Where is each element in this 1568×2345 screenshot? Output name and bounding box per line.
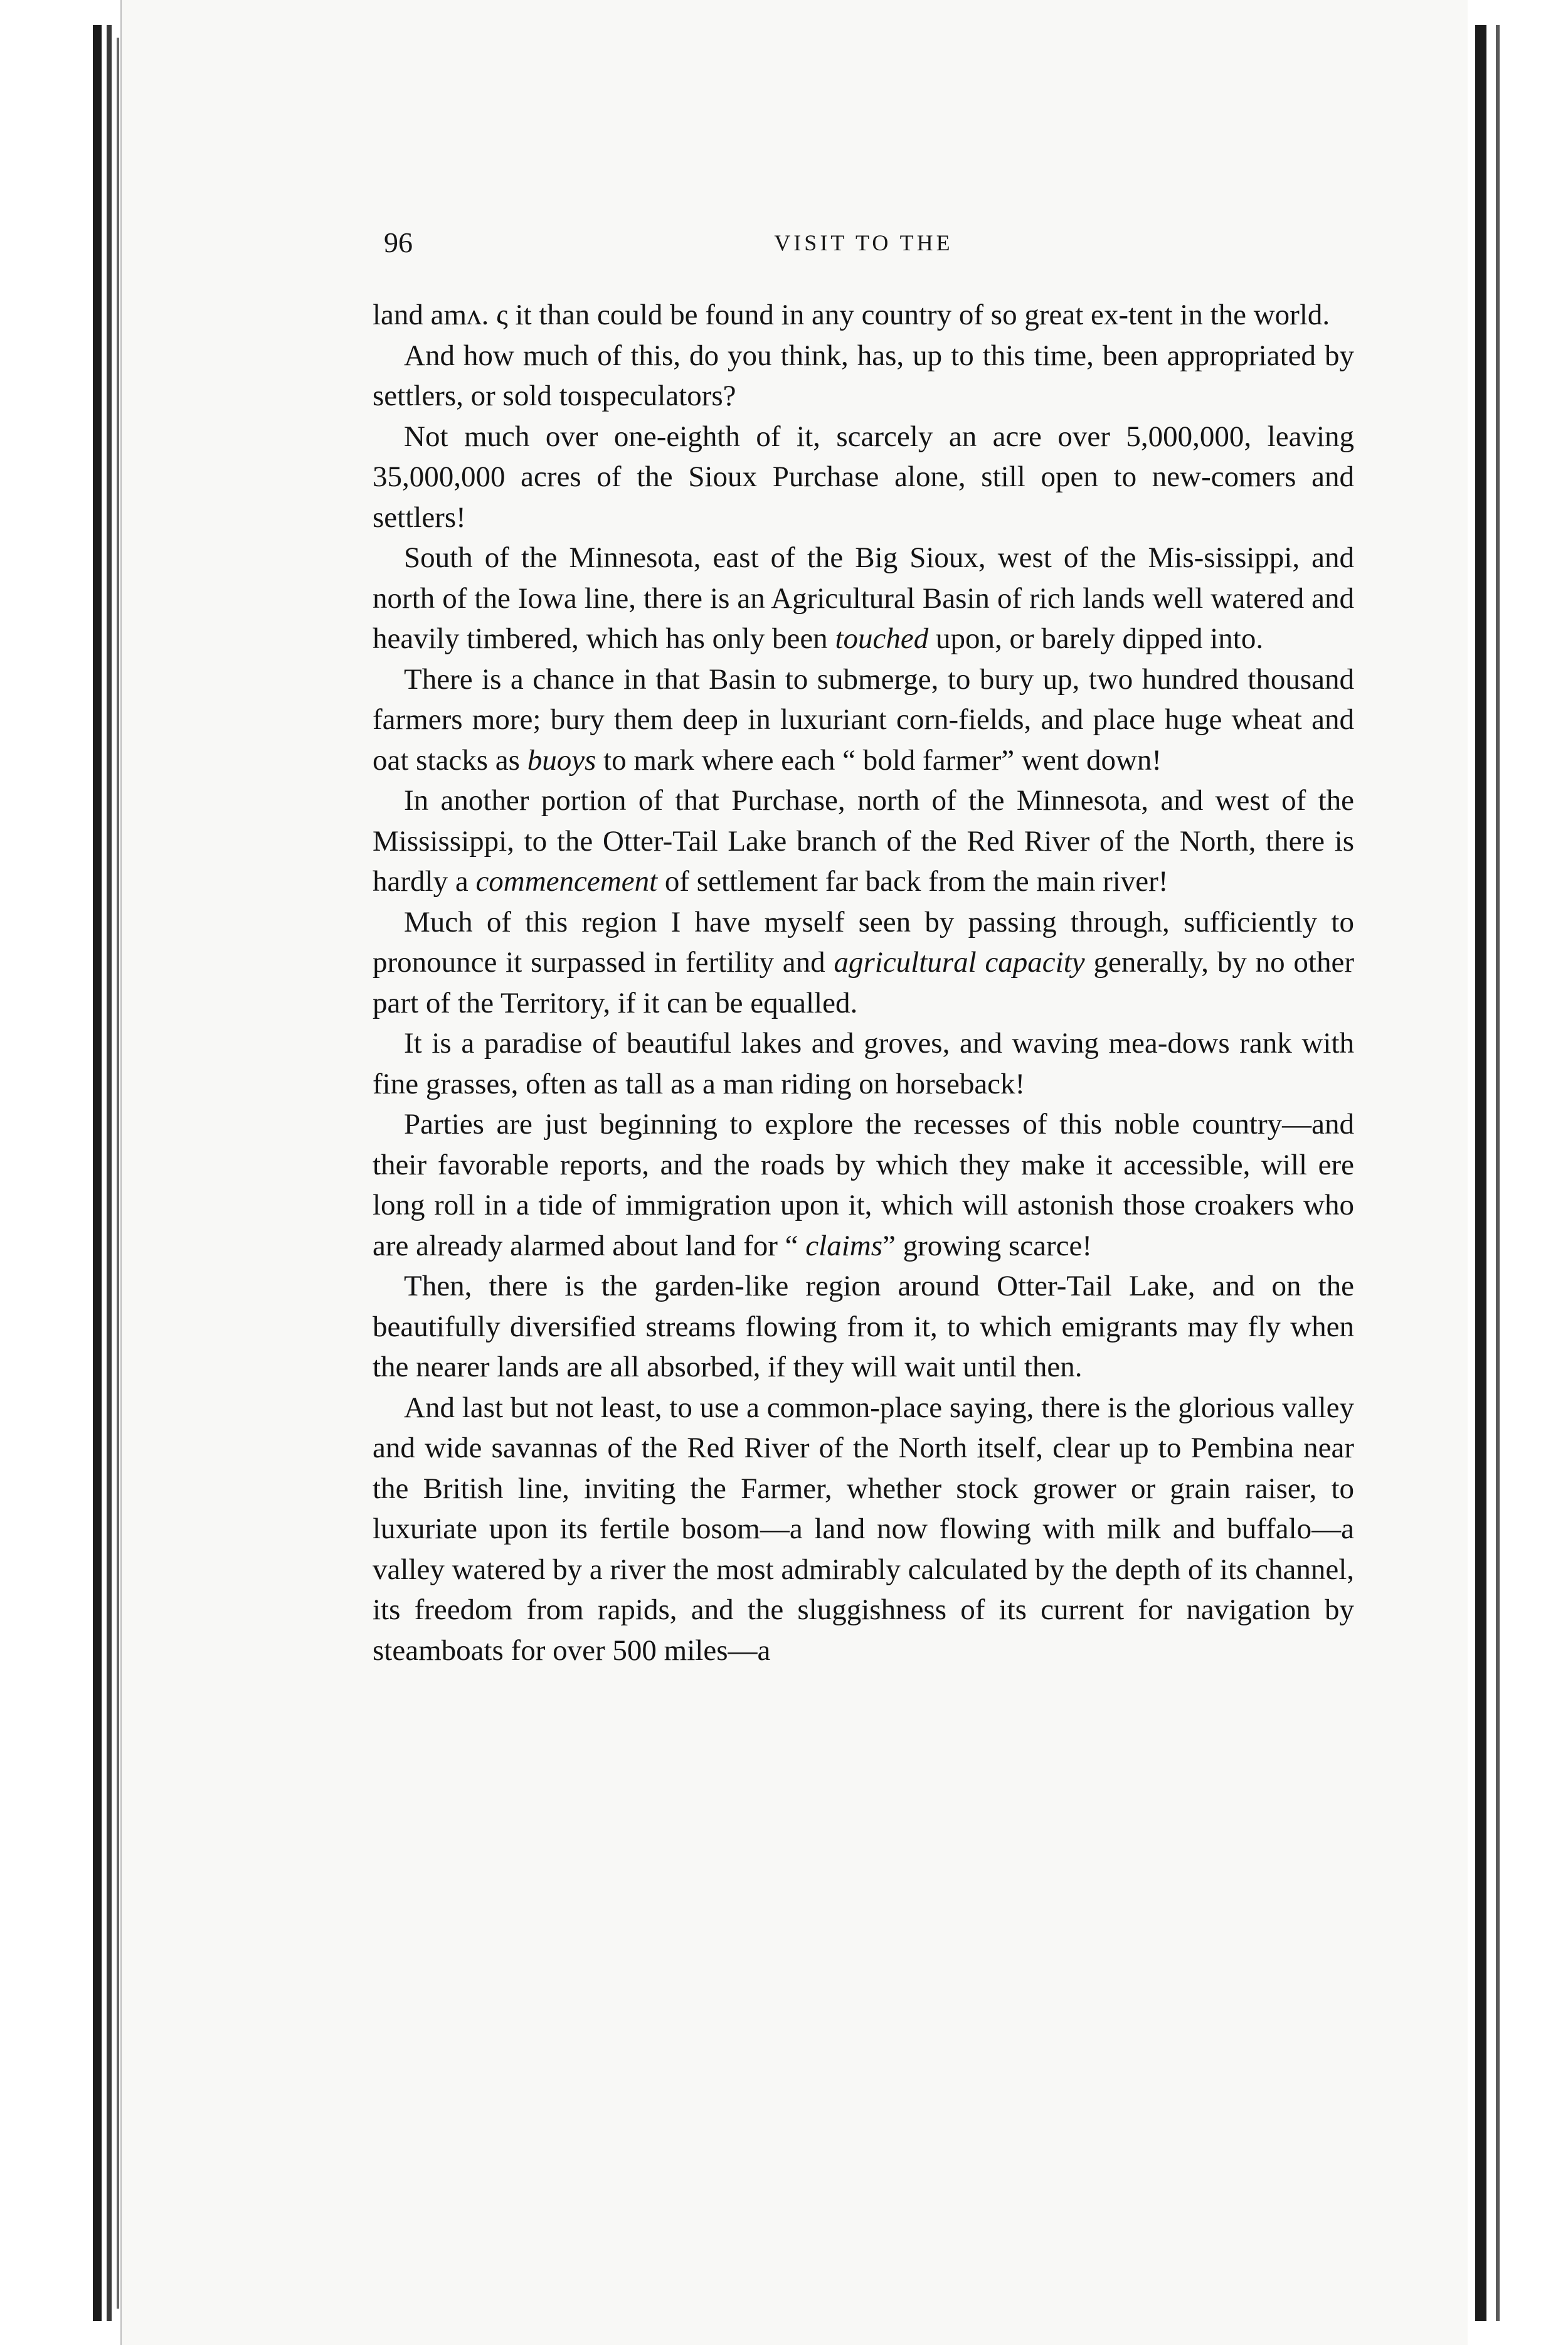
- text-run: South of the Minnesota, east of the Big Sioux, west of the Mis-sissippi, and north of the Iowa line, there is an Agricultural Basin of rich lands well watered and heavily timbered, which has only been: [373, 541, 1354, 655]
- text-run: generally, by no other part of the Territory, if it can be equalled.: [373, 946, 1355, 1019]
- page-number: 96: [384, 226, 413, 258]
- binding-edge-light: [117, 38, 119, 2309]
- paragraph: [373, 902, 1354, 1024]
- text-run: And last but not least, to use a common-place saying, there is the glorious valley and wide savannas of the Red River of the North itself, clear up to Pembina near the British line, inviting the Farmer, whether stock grower or grain raiser, to luxuriate upon its fertile bosom—a land now flowing with milk and buffalo—a valley watered by a river the most admirably calculated by the depth of its channel, its freedom from rapids, and the sluggishness of its current for navigation by steamboats for over 500 miles—a: [373, 1391, 1354, 1667]
- text-run: upon, or barely dipped into.: [928, 622, 1264, 655]
- text-run: Not much over one-eighth of it, scarcely an acre over 5,000,000, leaving 35,000,000 acres of the Sioux Purchase alone, still open to new-comers and settlers!: [373, 420, 1354, 534]
- paragraph: [373, 659, 1354, 781]
- page-header: [384, 226, 1343, 270]
- binding-edge-dark: [93, 25, 102, 2321]
- text-run: Then, there is the garden-like region around Otter-Tail Lake, and on the beautifully diversified streams flowing from it, to which emigrants may fly when the nearer lands are all absorbed, if they will wait until then.: [373, 1270, 1354, 1383]
- text-run: Much of this region I have myself seen by passing through, sufficiently to pronounce it surpassed in fertility and: [373, 905, 1354, 979]
- paragraph: [373, 1104, 1354, 1266]
- italic-text: agricultural capacity: [834, 946, 1085, 979]
- text-run: In another portion of that Purchase, north of the Minnesota, and west of the Mississippi, to the Otter-Tail Lake branch of the Red River of the North, there is hardly a: [373, 784, 1354, 898]
- italic-text: touched: [835, 622, 929, 655]
- text-run: ” growing scarce!: [882, 1229, 1093, 1262]
- running-head: VISIT TO THE: [774, 230, 953, 255]
- paragraph: [373, 417, 1354, 538]
- text-run: of settlement far back from the main river!: [657, 865, 1168, 898]
- body-text: [373, 295, 1354, 1671]
- paragraph: [373, 1023, 1354, 1104]
- text-run: Parties are just beginning to explore the recesses of this noble country—and their favorable reports, and the roads by which they make it accessible, will ere long roll in a tide of immigration upon it, which will astonish those croakers who are already alarmed about land for “: [373, 1108, 1354, 1262]
- paragraph: [373, 336, 1354, 417]
- binding-edge-mid: [107, 25, 112, 2321]
- text-run: And how much of this, do you think, has, up to this time, been appropriated by settlers, or sold toıspeculators?: [373, 339, 1354, 412]
- text-run: There is a chance in that Basin to submerge, to bury up, two hundred thousand farmers more; bury them deep in luxuriant corn-fields, and place huge wheat and oat stacks as: [373, 662, 1354, 777]
- text-run: It is a paradise of beautiful lakes and groves, and waving mea-dows rank with fine grasses, often as tall as a man riding on horseback!: [373, 1027, 1354, 1100]
- italic-text: commencement: [475, 865, 658, 898]
- text-run: land amʌ. ς it than could be found in any country of so great ex-tent in the world.: [373, 299, 1330, 331]
- next-page-edge-dark: [1475, 25, 1486, 2321]
- paragraph: [373, 295, 1354, 336]
- paragraph: [373, 780, 1354, 902]
- paragraph: [373, 538, 1354, 659]
- paragraph: [373, 1388, 1354, 1671]
- text-run: to mark where each “ bold farmer” went down!: [596, 743, 1162, 777]
- italic-text: claims: [805, 1229, 882, 1262]
- next-page-edge-light: [1496, 25, 1500, 2321]
- paragraph: [373, 1266, 1354, 1388]
- left-binding-margin: [0, 0, 119, 2345]
- italic-text: buoys: [527, 743, 596, 777]
